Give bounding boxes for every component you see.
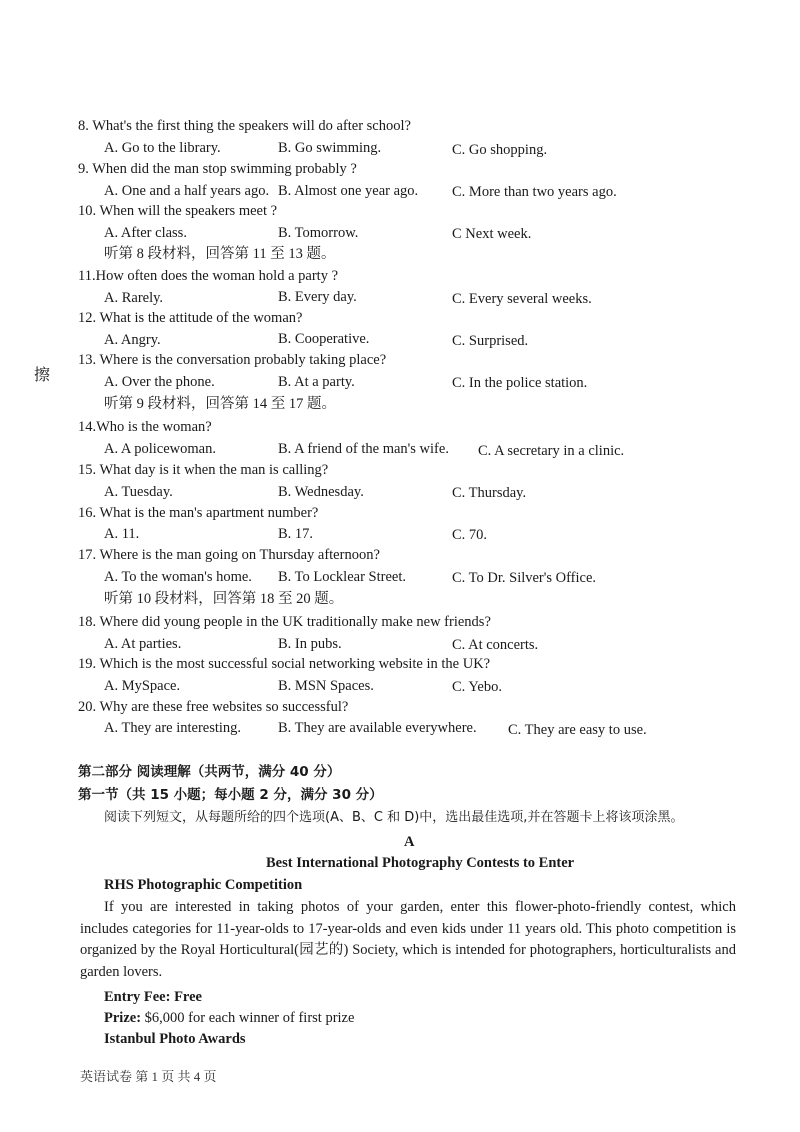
prize: [104, 1008, 354, 1028]
q8-option-a: A. Go to the library.: [104, 140, 221, 156]
question-19: 19. Which is the most successful social networking website in the UK?: [78, 656, 491, 672]
section-8-instruction: 听第 8 段材料，回答第 11 至 13 题。: [104, 246, 336, 262]
istanbul-heading: Istanbul Photo Awards: [104, 1031, 246, 1047]
q12-option-c: C. Surprised.: [452, 333, 529, 349]
q13-option-a: A. Over the phone.: [104, 374, 215, 390]
q16-option-a: A. 11.: [104, 526, 140, 542]
q11-option-c: C. Every several weeks.: [452, 291, 592, 307]
section-10-instruction: 听第 10 段材料，回答第 18 至 20 题。: [104, 591, 344, 607]
part2-section1: 第一节（共 15 小题；每小题 2 分，满分 30 分）: [78, 787, 383, 803]
q10-option-a: A. After class.: [104, 225, 187, 241]
prize-value: $6,000 for each winner of first prize: [144, 1010, 355, 1026]
q20-option-b: B. They are available everywhere.: [278, 720, 477, 736]
q19-option-b: B. MSN Spaces.: [278, 678, 374, 694]
question-13: 13. Where is the conversation probably taking place?: [78, 352, 387, 368]
q8-option-b: B. Go swimming.: [278, 140, 382, 156]
q9-option-b: B. Almost one year ago.: [278, 183, 419, 199]
q14-option-b: B. A friend of the man's wife.: [278, 441, 449, 457]
question-12: 12. What is the attitude of the woman?: [78, 310, 303, 326]
q15-option-c: C. Thursday.: [452, 485, 527, 501]
passage-letter: A: [404, 834, 415, 850]
q15-option-a: A. Tuesday.: [104, 484, 173, 500]
q11-option-b: B. Every day.: [278, 289, 357, 305]
q10-option-b: B. Tomorrow.: [278, 225, 359, 241]
rhs-body: If you are interested in taking photos of your garden, enter this flower-photo-friendly contest, which includes categories for 11-year-olds to 17-year-olds and even kids under 11 years old. This photo competition is organized by the Royal Horticultural(园艺的) Society, which is intended for photographers, horticulturalists and garden lovers.: [80, 899, 736, 980]
question-18: 18. Where did young people in the UK traditionally make new friends?: [78, 614, 491, 630]
q13-option-c: C. In the police station.: [452, 375, 588, 391]
q17-option-c: C. To Dr. Silver's Office.: [452, 570, 597, 586]
margin-mark: 擦: [34, 367, 51, 384]
entry-fee: [104, 987, 202, 1007]
entry-fee-value: Free: [174, 989, 202, 1005]
q9-option-c: C. More than two years ago.: [452, 184, 617, 200]
question-9: 9. When did the man stop swimming probably ?: [78, 161, 357, 177]
q8-option-c: C. Go shopping.: [452, 142, 548, 158]
question-10: 10. When will the speakers meet ?: [78, 203, 278, 219]
rhs-heading: RHS Photographic Competition: [104, 877, 303, 893]
q18-option-b: B. In pubs.: [278, 636, 342, 652]
question-8: 8. What's the first thing the speakers will do after school?: [78, 118, 411, 134]
question-20: 20. Why are these free websites so successful?: [78, 699, 349, 715]
q12-option-a: A. Angry.: [104, 332, 161, 348]
question-15: 15. What day is it when the man is calling?: [78, 462, 329, 478]
part2-instruction: 阅读下列短文，从每题所给的四个选项(A、B、C 和 D)中，选出最佳选项,并在答题卡上将该项涂黑。: [104, 810, 684, 825]
q13-option-b: B. At a party.: [278, 374, 355, 390]
question-17: 17. Where is the man going on Thursday afternoon?: [78, 547, 380, 563]
page-footer: 英语试卷 第 1 页 共 4 页: [80, 1069, 217, 1084]
q16-option-c: C. 70.: [452, 527, 488, 543]
passage-title: Best International Photography Contests to Enter: [266, 855, 575, 871]
q20-option-a: A. They are interesting.: [104, 720, 242, 736]
q18-option-c: C. At concerts.: [452, 637, 539, 653]
entry-fee-label: Entry Fee:: [104, 989, 171, 1005]
q19-option-a: A. MySpace.: [104, 678, 181, 694]
section-9-instruction: 听第 9 段材料，回答第 14 至 17 题。: [104, 396, 336, 412]
q16-option-b: B. 17.: [278, 526, 314, 542]
q19-option-c: C. Yebo.: [452, 679, 502, 695]
q14-option-a: A. A policewoman.: [104, 441, 216, 457]
q14-option-c: C. A secretary in a clinic.: [478, 443, 625, 459]
q9-option-a: A. One and a half years ago.: [104, 183, 270, 199]
q18-option-a: A. At parties.: [104, 636, 182, 652]
part2-title: 第二部分 阅读理解（共两节，满分 40 分）: [78, 764, 341, 780]
q15-option-b: B. Wednesday.: [278, 484, 364, 500]
q12-option-b: B. Cooperative.: [278, 331, 370, 347]
q17-option-a: A. To the woman's home.: [104, 569, 252, 585]
question-14: 14.Who is the woman?: [78, 419, 212, 435]
q17-option-b: B. To Locklear Street.: [278, 569, 406, 585]
question-11: 11.How often does the woman hold a party ?: [78, 268, 339, 284]
question-16: 16. What is the man's apartment number?: [78, 505, 319, 521]
q20-option-c: C. They are easy to use.: [508, 722, 647, 738]
q10-option-c: C Next week.: [452, 226, 532, 242]
q11-option-a: A. Rarely.: [104, 290, 164, 306]
prize-label: Prize:: [104, 1010, 142, 1026]
